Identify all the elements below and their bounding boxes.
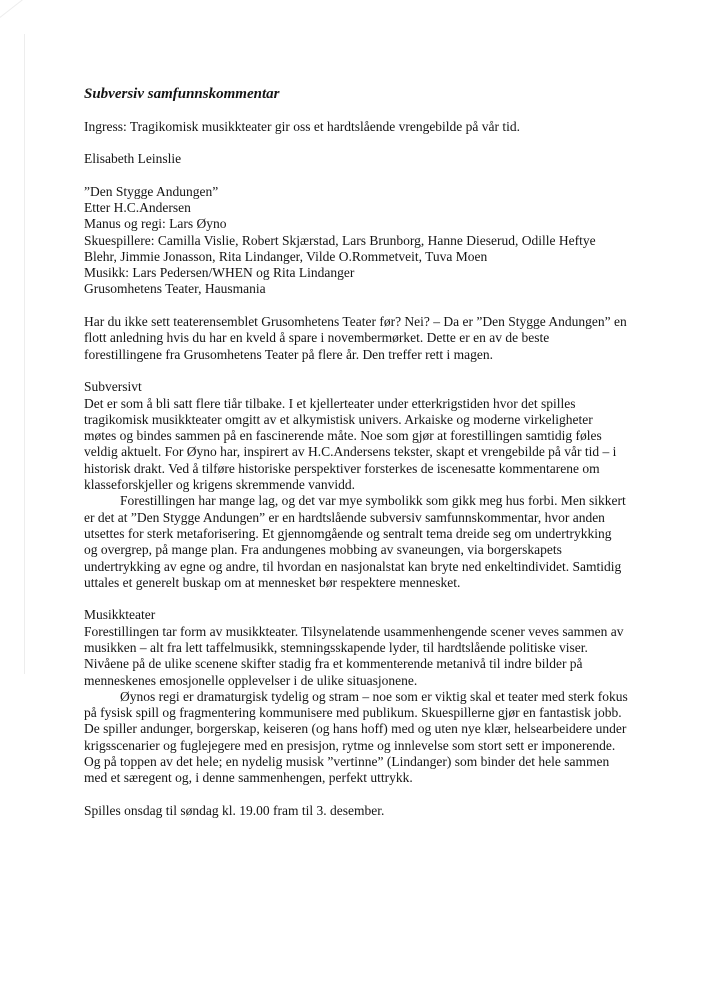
- credits-author: Etter H.C.Andersen: [84, 199, 191, 215]
- byline: Elisabeth Leinslie: [84, 151, 182, 167]
- credits-director: Manus og regi: Lars Øyno: [84, 216, 227, 232]
- section-paragraph: Det er som å bli satt flere tiår tilbake. I et kjellerteater under etterkrigstiden hvor det spilles tragikomisk musikkteater omgitt av et alkymistisk univers. Arkaiske og moderne virkeligheter møtes og bindes sammen på en fascinerende måte. Noe som gjør at forestillingen samtidig føles veldig aktuelt. For Øyno har, inspirert av H.C.Andersens tekster, skapt et vrengebilde på vår tid – i historisk drakt. Ved å tilføre historiske perspektiver forsterkes de iscenesatte kommentarene om klasseforskjeller og krigens skremmende vanvidd.: [84, 395, 617, 493]
- credits-actors: Skuespillere: Camilla Vislie, Robert Skjærstad, Lars Brunborg, Hanne Dieserud, Odille Heftye Blehr, Jimmie Jonasson, Rita Lindanger, Vilde O.Rommetveit, Tuva Moen: [84, 232, 596, 264]
- section-paragraph: Forestillingen har mange lag, og det var mye symbolikk som gikk meg hus forbi. Men sikkert er det at ”Den Stygge Andungen” er en hardtslående subversiv samfunnskommentar, hvor anden utsettes for sterk metaforisering. Et gjennomgående og sentralt tema dreide seg om undertrykking og overgrep, på mange plan. Fra andungenes mobbing av svaneungen, via borgerskapets undertrykking av egne og andre, til hvordan en nasjonalstat kan bryte ned enkeltindividet. Samtidig uttales et generelt buskap om at mennesket bør respektere mennesket.: [84, 493, 626, 590]
- section-subversivt: [84, 379, 628, 591]
- section-heading-musikkteater: Musikkteater: [84, 607, 156, 623]
- section-paragraph: Øynos regi er dramaturgisk tydelig og stram – noe som er viktig skal et teater med sterk fokus på fysisk spill og fragmentering kommunisere med publikum. Skuespillerne gjør en fantastisk jobb. De spiller andunger, borgerskap, keiseren (og hans hoff) med og uten nye klær, helsearbeidere under krigsscenarier og fuglejegere med en presisjon, rytme og innlevelse som stort sett er imponerende. Og på toppen av det hele; en nydelig musisk ”vertinne” (Lindanger) som binder det hele sammen med et særegent og, i denne sammenhengen, perfekt uttrykk.: [84, 688, 628, 786]
- schedule-line: Spilles onsdag til søndag kl. 19.00 fram til 3. desember.: [84, 802, 385, 818]
- credits-music: Musikk: Lars Pedersen/WHEN og Rita Lindanger: [84, 265, 355, 281]
- credits-block: [84, 184, 628, 298]
- intro-paragraph: Har du ikke sett teaterensemblet Grusomhetens Teater før? Nei? – Da er ”Den Stygge Andungen” en flott anledning hvis du har en kveld å spare i novembermørket. Dette er en av de beste forestillingene fra Grusomhetens Teater på flere år. Den treffer rett i magen.: [84, 314, 627, 362]
- section-musikkteater: [84, 607, 628, 786]
- credits-production-title: ”Den Stygge Andungen”: [84, 183, 219, 199]
- credits-venue: Grusomhetens Teater, Hausmania: [84, 281, 266, 297]
- article-body: [84, 86, 628, 836]
- section-heading-subversivt: Subversivt: [84, 379, 142, 395]
- article-title: Subversiv samfunnskommentar: [84, 86, 280, 102]
- ingress-line: Ingress: Tragikomisk musikkteater gir oss et hardtslående vrengebilde på vår tid.: [84, 118, 521, 134]
- scan-edge-artifact-vertical: [24, 34, 25, 674]
- scan-edge-artifact-diagonal: [0, 0, 28, 21]
- section-paragraph: Forestillingen tar form av musikkteater. Tilsynelatende usammenhengende scener veves sammen av musikken – alt fra lett taffelmusikk, stemningsskapende lyder, til hardtslående politiske viser. Nivåene på de ulike scenene skifter stadig fra et kommenterende metanivå til indre bilder på menneskenes emosjonelle opplevelser i de ulike situasjonene.: [84, 623, 624, 688]
